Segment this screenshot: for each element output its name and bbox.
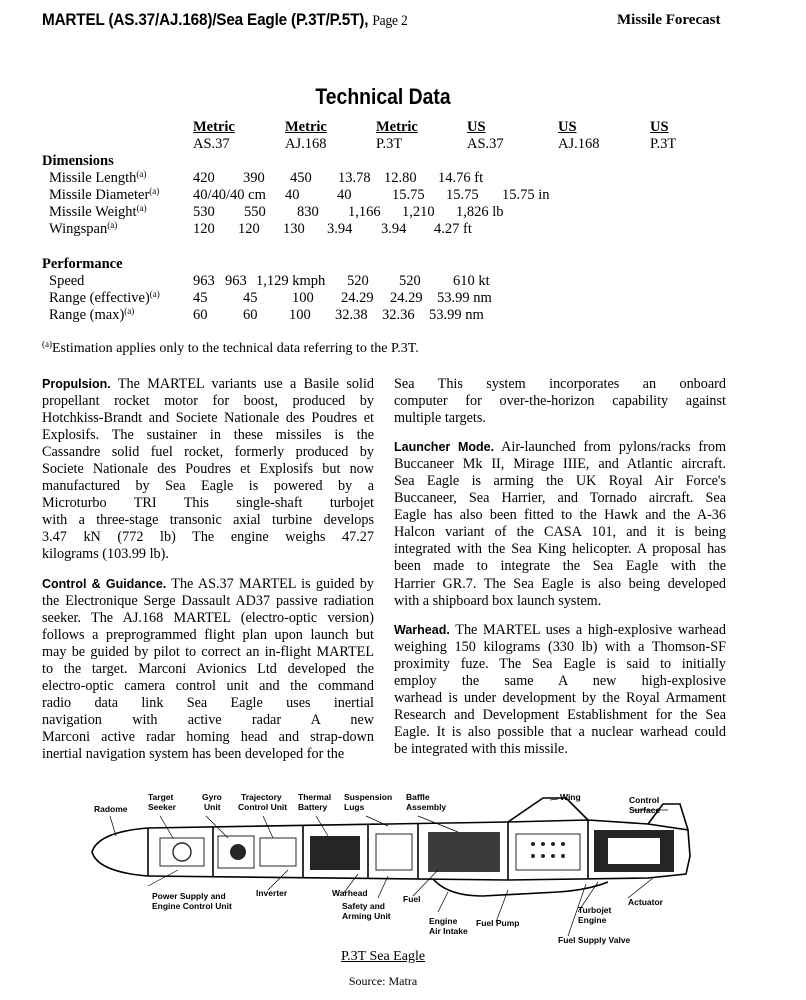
- cell: 1,166: [348, 204, 381, 220]
- diagram-labels: [94, 792, 664, 945]
- cell: 24.29: [390, 290, 423, 306]
- row-label: [49, 170, 146, 187]
- label-suspension-1: Suspension: [344, 792, 393, 802]
- text-line: Launcher Mode. Air-launched from pylons/racks from: [394, 439, 726, 456]
- publication-name: Missile Forecast: [617, 12, 721, 28]
- column-system: Metric: [376, 119, 418, 135]
- cell: 15.75: [392, 187, 425, 203]
- text-line: Warhead. The MARTEL uses a high-explosive warhead: [394, 621, 726, 638]
- label-target-seeker-1: Target: [148, 792, 174, 802]
- label-power-supply-1: Power Supply and: [152, 891, 226, 901]
- text-line: Microturbo TRI This single-shaft turbojet: [42, 495, 374, 512]
- label-fuel-supply-valve: Fuel Supply Valve: [558, 935, 631, 945]
- row-label: [49, 204, 147, 221]
- sea-eagle-cutaway-diagram: [88, 786, 698, 946]
- text-line: navigation with active radar A new: [42, 711, 374, 728]
- row-label: [49, 290, 160, 307]
- column-variant: P.3T: [650, 136, 677, 152]
- cell: 1,826 lb: [456, 204, 504, 220]
- label-actuator: Actuator: [628, 897, 663, 907]
- cell: 32.38: [335, 307, 368, 323]
- text-line: the Electronique Serge Dassault AD37 passive radiation: [42, 592, 374, 609]
- text-line: propellant rocket motor for boost, produced by: [42, 393, 374, 410]
- cell: 390: [243, 170, 265, 186]
- row-label-text: Missile Diameter: [49, 187, 150, 203]
- column-variant: AJ.168: [285, 136, 327, 152]
- label-trajectory-1: Trajectory: [241, 792, 282, 802]
- label-warhead: Warhead: [332, 888, 368, 898]
- paragraph: [42, 576, 374, 764]
- cell: 40: [337, 187, 352, 203]
- text-line: multiple targets.: [394, 410, 486, 427]
- row-label: [49, 187, 159, 204]
- cell: 550: [244, 204, 266, 220]
- row-label: [49, 273, 84, 290]
- cell: 12.80: [384, 170, 417, 186]
- label-gyro-unit-2: Unit: [204, 802, 221, 812]
- footnote-mark: (a): [107, 220, 118, 230]
- text-line: with a shipboard box launch system.: [394, 592, 602, 609]
- cell: 520: [399, 273, 421, 289]
- column-variant: P.3T: [376, 136, 403, 152]
- text-line: Marconi active radar homing head and strap-down: [42, 728, 374, 745]
- label-gyro-unit-1: Gyro: [202, 792, 222, 802]
- label-turbojet-2: Engine: [578, 915, 607, 925]
- report-title: [42, 10, 408, 30]
- text-line: electro-optic camera control unit and the command: [42, 677, 374, 694]
- label-engine-intake-1: Engine: [429, 916, 458, 926]
- text-line: Harrier GR.7. The Sea Eagle is also being developed: [394, 575, 726, 592]
- label-safety-2: Arming Unit: [342, 911, 391, 921]
- footnote-text: Estimation applies only to the technical data referring to the P.3T.: [52, 341, 419, 356]
- footnote-mark: (a): [149, 289, 160, 299]
- label-safety-1: Safety and: [342, 901, 385, 911]
- footnote-mark: (a): [136, 169, 147, 179]
- text-line: Societe Nationale des Poudres et Explosifs but now: [42, 461, 374, 478]
- text-line: Control & Guidance. The AS.37 MARTEL is guided by: [42, 575, 374, 592]
- cell: 610 kt: [453, 273, 490, 289]
- label-control-surface-1: Control: [629, 795, 660, 805]
- text-line: 3.47 kN (772 lb) The engine weighs 47.27: [42, 529, 374, 546]
- cell: 40: [285, 187, 300, 203]
- cell: 14.76 ft: [438, 170, 484, 186]
- paragraph-heading: Control & Guidance.: [42, 576, 167, 591]
- text-line: Research and Development Establishment for the Sea: [394, 706, 726, 723]
- cell: 120: [193, 221, 215, 237]
- row-label-text: Missile Weight: [49, 204, 137, 220]
- radome-outline: [92, 828, 148, 876]
- row-label-text: Range (effective): [49, 290, 150, 306]
- label-target-seeker-2: Seeker: [148, 802, 176, 812]
- label-power-supply-2: Engine Control Unit: [152, 901, 232, 911]
- cell: 45: [193, 290, 208, 306]
- cell: 520: [347, 273, 369, 289]
- text-line: Buccaneer Mk II, Mirage IIIE, and Atlantic aircraft.: [394, 456, 726, 473]
- text-line: employ the same A new high-explosive: [394, 672, 726, 689]
- cell: 1,210: [402, 204, 435, 220]
- footnote-mark: (a): [136, 203, 147, 213]
- text-line: computer for over-the-horizon capability against: [394, 393, 726, 410]
- cell: 53.99 nm: [429, 307, 484, 323]
- cell: 420: [193, 170, 215, 186]
- label-baffle-2: Assembly: [406, 802, 447, 812]
- label-control-surface-2: Surface: [629, 805, 661, 815]
- paragraph: [394, 439, 726, 609]
- cell: 963: [193, 273, 215, 289]
- text-line: kilograms (103.99 lb).: [42, 546, 169, 563]
- cell: 120: [238, 221, 260, 237]
- label-wing: Wing: [560, 792, 581, 802]
- paragraph: [394, 622, 726, 758]
- label-thermal-1: Thermal: [298, 792, 332, 802]
- text-line: follows a preprogrammed flight plan upon launch but: [42, 626, 374, 643]
- cell: 450: [290, 170, 312, 186]
- column-system: Metric: [285, 119, 327, 135]
- text-line: with a three-stage transonic axial turbine develops: [42, 512, 374, 529]
- text-line: Buccaneer, Sea Harrier, and Tornado aircraft. Sea: [394, 490, 726, 507]
- text-line: Explosifs. The sustainer in these missiles is the: [42, 427, 374, 444]
- cell: 15.75: [446, 187, 479, 203]
- paragraph: [42, 376, 374, 564]
- row-label: [49, 221, 117, 238]
- column-variant: AS.37: [467, 136, 504, 152]
- label-inverter: Inverter: [256, 888, 288, 898]
- text-line: been made to integrate the Sea Eagle with the: [394, 558, 726, 575]
- text-line: be integrated with this missile.: [394, 740, 568, 757]
- text-line: Eagle has also been fitted to the Hawk and the A-36: [394, 507, 726, 524]
- cell: 40/40/40 cm: [193, 187, 266, 203]
- paragraph-heading: Warhead.: [394, 622, 450, 637]
- cell: 53.99 nm: [437, 290, 492, 306]
- text-line: may be guided by pilot to correct an in-flight MARTEL: [42, 643, 374, 660]
- cell: 4.27 ft: [434, 221, 472, 237]
- column-system: US: [558, 119, 577, 135]
- text-line: Sea This system incorporates an onboard: [394, 376, 726, 392]
- page-number: Page 2: [372, 13, 408, 29]
- label-thermal-2: Battery: [298, 802, 328, 812]
- footnote-mark: (a): [124, 306, 135, 316]
- cell: 13.78: [338, 170, 371, 186]
- right-column: [394, 376, 726, 758]
- text-line: manufactured by Sea Eagle is powered by a: [42, 478, 374, 495]
- text-line: Sea Eagle is arming the UK Royal Air Force's: [394, 473, 726, 490]
- paragraph-heading: Launcher Mode.: [394, 440, 495, 455]
- footnote-mark: (a): [42, 339, 52, 349]
- cell: 60: [193, 307, 208, 323]
- text-line: Cassandre solid fuel rocket, formerly produced by: [42, 444, 374, 461]
- label-baffle-1: Baffle: [406, 792, 430, 802]
- label-fuel: Fuel: [403, 894, 421, 904]
- cell: 60: [243, 307, 258, 323]
- figure-caption: P.3T Sea Eagle: [340, 949, 426, 964]
- text-line: warhead is under development by the Royal Armament: [394, 689, 726, 706]
- text-line: Eagle. It is also possible that a nuclear warhead could: [394, 723, 726, 740]
- row-label-text: Wingspan: [49, 221, 108, 237]
- cell: 45: [243, 290, 258, 306]
- paragraph: [394, 376, 726, 427]
- row-label: [49, 307, 134, 324]
- cell: 100: [289, 307, 311, 323]
- label-suspension-2: Lugs: [344, 802, 365, 812]
- cell: 24.29: [341, 290, 374, 306]
- row-label-text: Speed: [49, 273, 85, 289]
- column-system: US: [467, 119, 486, 135]
- text-line: Propulsion. The MARTEL variants use a Basile solid: [42, 376, 374, 392]
- column-variant: AJ.168: [558, 136, 600, 152]
- cell: 130: [283, 221, 305, 237]
- cell: 15.75 in: [502, 187, 550, 203]
- label-radome: Radome: [94, 804, 128, 814]
- section-dimensions: Dimensions: [42, 153, 114, 169]
- section-performance: Performance: [42, 256, 123, 272]
- cell: 32.36: [382, 307, 415, 323]
- report-title-text: MARTEL (AS.37/AJ.168)/Sea Eagle (P.3T/P.5T),: [42, 10, 369, 29]
- text-line: proximity fuze. The Sea Eagle is said to initially: [394, 655, 726, 672]
- text-line: radio data link Sea Eagle uses inertial: [42, 694, 374, 711]
- cell: 100: [292, 290, 314, 306]
- engine-intake-duct: [433, 879, 608, 896]
- footnote: [42, 341, 419, 357]
- text-line: Halcon variant of the CASA 101, and it is being: [394, 524, 726, 541]
- label-trajectory-2: Control Unit: [238, 802, 288, 812]
- footnote-mark: (a): [149, 186, 160, 196]
- cell: 530: [193, 204, 215, 220]
- text-line: to the target. Marconi Avionics Ltd developed the: [42, 660, 374, 677]
- figure-source: Source: Matra: [348, 974, 418, 988]
- text-line: seeker. The AJ.168 MARTEL (electro-optic version): [42, 609, 374, 626]
- cell: 830: [297, 204, 319, 220]
- label-turbojet-1: Turbojet: [578, 905, 612, 915]
- cell: 963: [225, 273, 247, 289]
- label-fuel-pump: Fuel Pump: [476, 918, 520, 928]
- label-engine-intake-2: Air Intake: [429, 926, 468, 936]
- technical-data-title: Technical Data: [315, 84, 451, 109]
- row-label-text: Range (max): [49, 307, 125, 323]
- cell: 3.94: [381, 221, 407, 237]
- text-line: weighing 150 kilograms (330 lb) with a Thomson-SF: [394, 638, 726, 655]
- row-label-text: Missile Length: [49, 170, 137, 186]
- column-system: Metric: [193, 119, 235, 135]
- paragraph-heading: Propulsion.: [42, 377, 111, 391]
- internal-hatching: [160, 830, 674, 872]
- cell: 3.94: [327, 221, 353, 237]
- text-line: inertial navigation system has been developed for the: [42, 745, 345, 762]
- text-line: Hotchkiss-Brandt and Societe Nationale des Poudres et: [42, 410, 374, 427]
- column-variant: AS.37: [193, 136, 230, 152]
- column-system: US: [650, 119, 669, 135]
- text-line: integrated with the Sea King helicopter. A proposal has: [394, 541, 726, 558]
- cell: 1,129 kmph: [256, 273, 326, 289]
- left-column: [42, 376, 374, 763]
